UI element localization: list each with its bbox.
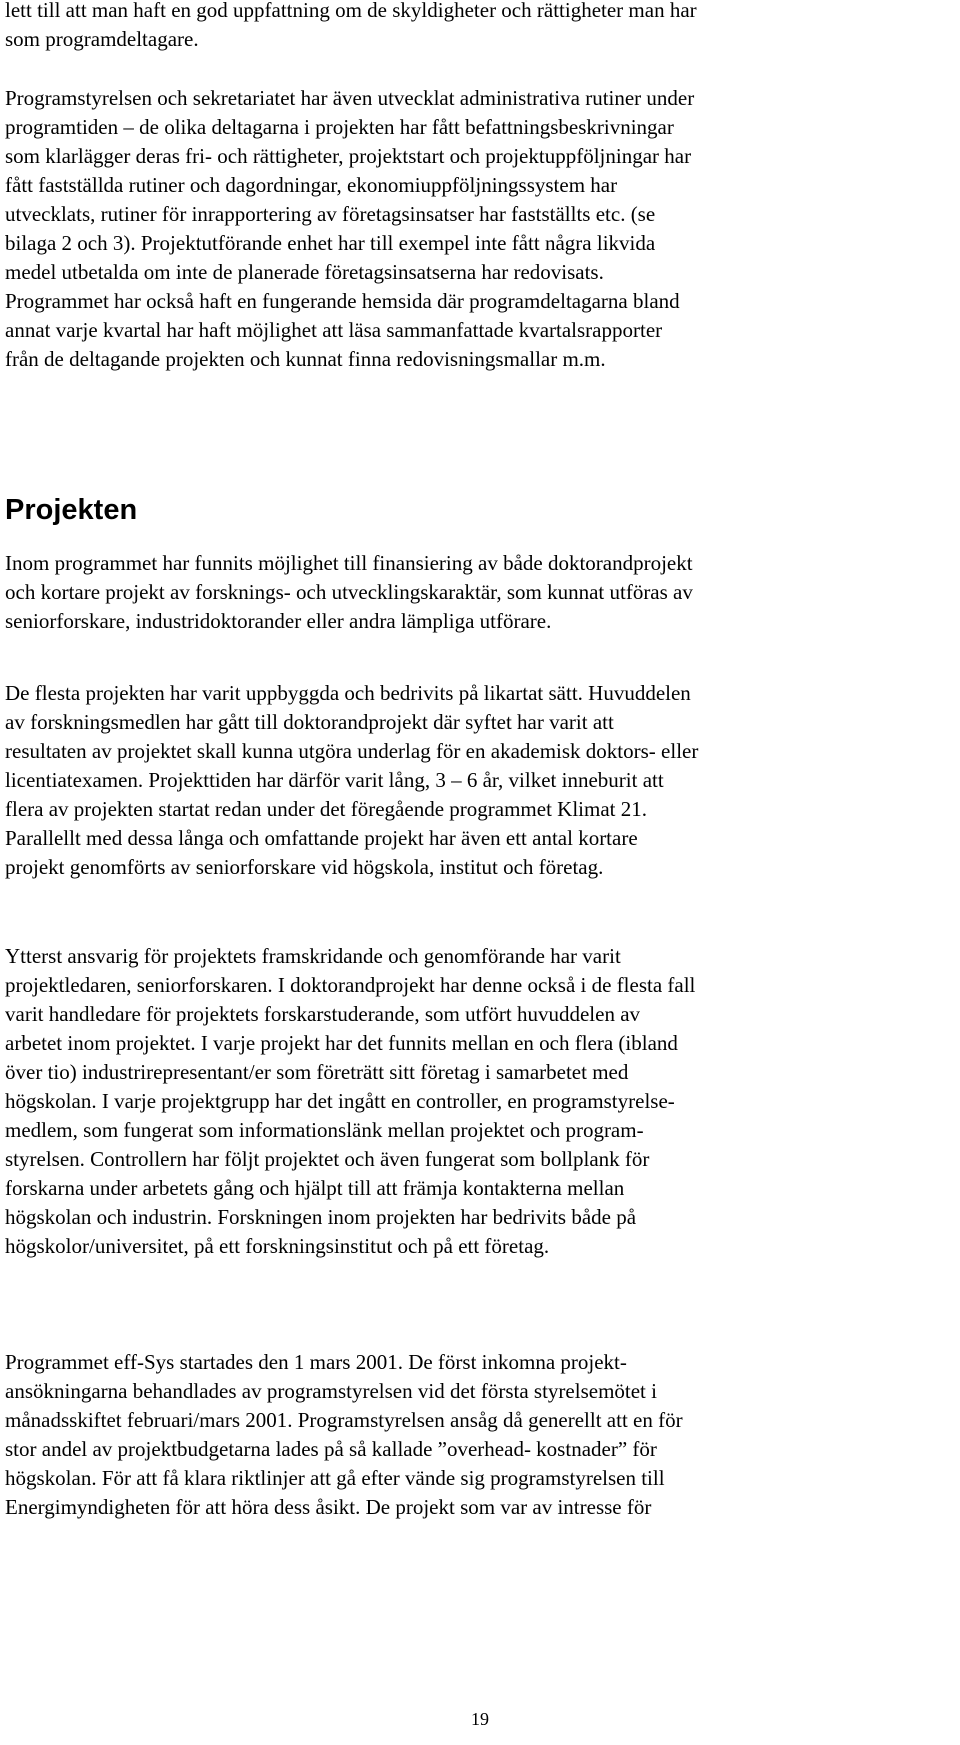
project-structure-paragraph: De flesta projekten har varit uppbyggda och bedrivits på likartat sätt. Huvuddelen av forskningsmedlen har gått till doktorandprojekt där syftet har varit att resultaten av projektet skall kunna utgöra underlag för en akademisk doktors- eller licentiatexamen. Projekttiden har därför varit lång, 3 – 6 år, vilket inneburit att flera av projekten startat redan under det föregående programmet Klimat 21. Parallellt med dessa långa och omfattande projekt har även ett antal kortare projekt genomförts av seniorforskare vid högskola, institut och företag. xyxy=(5,681,699,879)
page-number: 19 xyxy=(471,1709,489,1729)
funding-paragraph: Inom programmet har funnits möjlighet till finansiering av både doktorandprojekt och kortare projekt av forsknings- och utvecklingskaraktär, som kunnat utföras av seniorforskare, industridoktorander eller andra lämpliga utförare. xyxy=(5,551,693,633)
intro-continued-paragraph: lett till att man haft en god uppfattning om de skyldigheter och rättigheter man har som programdeltagare. xyxy=(5,0,697,51)
program-start-paragraph: Programmet eff-Sys startades den 1 mars 2001. De först inkomna projekt- ansökningarna behandlades av programstyrelsen vid det första styrelsemötet i månadsskiftet februari/mars 2001. Programstyrelsen ansåg då generellt att en för stor andel av projektbudgetarna lades på så kallade ”overhead- kostnader” för högskolan. För att få klara riktlinjer att gå efter vände sig programstyrelsen till Energimyndigheten för att höra dess åsikt. De projekt som var av intresse för xyxy=(5,1350,683,1519)
responsibility-paragraph: Ytterst ansvarig för projektets framskridande och genomförande har varit projektledaren, seniorforskaren. I doktorandprojekt har denne också i de flesta fall varit handledare för projektets forskarstuderande, som utfört huvuddelen av arbetet inom projektet. I varje projekt har det funnits mellan en och flera (ibland över tio) industrirepresentant/er som företrätt sitt företag i samarbetet med högskolan. I varje projektgrupp har det ingått en controller, en programstyrelse- medlem, som fungerat som informationslänk mellan projektet och program- styrelsen. Controllern har följt projektet och även fungerat som bollplank för forskarna under arbetets gång och hjälpt till att främja kontakterna mellan högskolan och industrin. Forskningen inom projekten har bedrivits både på högskolor/universitet, på ett forskningsinstitut och på ett företag. xyxy=(5,944,696,1258)
section-heading: Projekten xyxy=(5,494,138,526)
administrative-routines-paragraph: Programstyrelsen och sekretariatet har även utvecklat administrativa rutiner under programtiden – de olika deltagarna i projekten har fått befattningsbeskrivningar som klarlägger deras fri- och rättigheter, projektstart och projektuppföljningar har fått fastställda rutiner och dagordningar, ekonomiuppföljningssystem har utvecklats, rutiner för inrapportering av företagsinsatser har fastställts etc. (se bilaga 2 och 3). Projektutförande enhet har till exempel inte fått några likvida medel utbetalda om inte de planerade företagsinsatserna har redovisats. Programmet har också haft en fungerande hemsida där programdeltagarna bland annat varje kvartal har haft möjlighet att läsa sammanfattade kvartalsrapporter från de deltagande projekten och kunnat finna redovisningsmallar m.m. xyxy=(5,86,695,371)
